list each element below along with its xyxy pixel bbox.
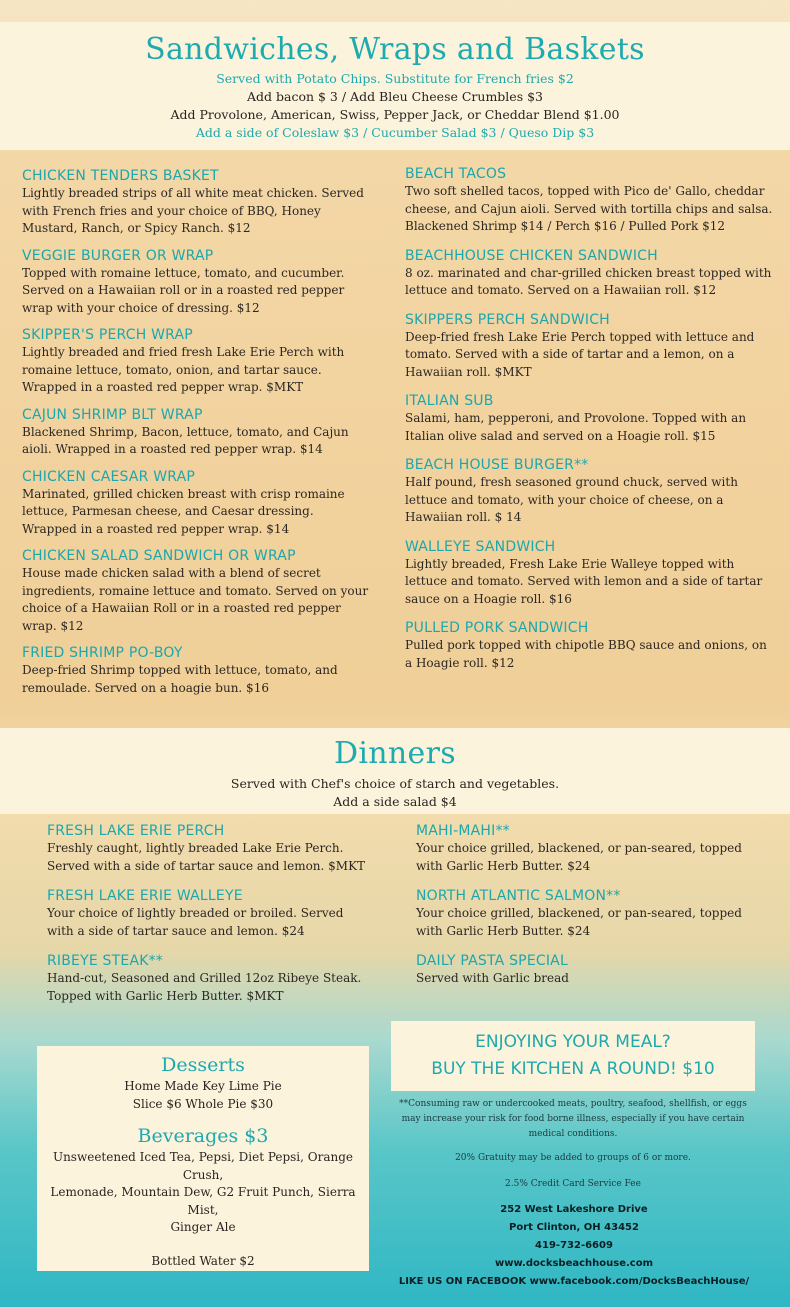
promo-line: ENJOYING YOUR MEAL? xyxy=(475,1032,671,1052)
menu-item xyxy=(405,247,777,300)
item-name: NORTH ATLANTIC SALMON** xyxy=(416,888,621,904)
item-description: House made chicken salad with a blend of secret ingredients, romaine lettuce and tomato. Served on your choice of a Hawaiian Roll or in a roasted red pepper wrap. $12 xyxy=(22,566,369,633)
sandwiches-title: Sandwiches, Wraps and Baskets xyxy=(145,32,645,67)
sandwiches-note-fries: Served with Potato Chips. Substitute for French fries $2 xyxy=(216,71,574,86)
item-name: CHICKEN TENDERS BASKET xyxy=(22,168,219,184)
sandwiches-note-bacon: Add bacon $ 3 / Add Bleu Cheese Crumbles $3 xyxy=(247,89,543,104)
item-description: Pulled pork topped with chipotle BBQ sauce and onions, on a Hoagie roll. $12 xyxy=(405,638,767,670)
item-name: WALLEYE SANDWICH xyxy=(405,538,556,555)
dinners-note-salad: Add a side salad $4 xyxy=(333,794,457,809)
bottled-water: Bottled Water $2 xyxy=(151,1253,255,1268)
desserts-beverages-card xyxy=(37,1046,369,1271)
desserts-price: Slice $6 Whole Pie $30 xyxy=(132,1096,274,1111)
item-description: Deep-fried Shrimp topped with lettuce, tomato, and remoulade. Served on a hoagie bun. $16 xyxy=(22,663,338,695)
menu-item xyxy=(405,165,777,236)
beverages-line: Ginger Ale xyxy=(170,1220,236,1234)
item-description: Your choice grilled, blackened, or pan-seared, topped with Garlic Herb Butter. $24 xyxy=(416,841,742,873)
desserts-title: Desserts xyxy=(161,1054,245,1076)
beverages-line: Lemonade, Mountain Dew, G2 Fruit Punch, Sierra Mist, xyxy=(50,1185,356,1217)
item-description: Blackened Shrimp, Bacon, lettuce, tomato, and Cajun aioli. Wrapped in a roasted red pepper wrap. $14 xyxy=(22,424,349,456)
item-name: CAJUN SHRIMP BLT WRAP xyxy=(22,406,203,423)
sandwiches-right-column xyxy=(405,165,777,683)
menu-item xyxy=(22,406,372,459)
menu-item xyxy=(22,247,372,318)
item-name: VEGGIE BURGER OR WRAP xyxy=(22,247,214,264)
menu-item xyxy=(405,456,777,527)
item-description: Your choice of lightly breaded or broiled. Served with a side of tartar sauce and lemon. $24 xyxy=(47,906,344,938)
menu-item xyxy=(416,887,746,940)
item-description: Deep-fried fresh Lake Erie Perch topped with lettuce and tomato. Served with a side of tartar and a lemon, on a Hawaiian roll. $MKT xyxy=(405,329,755,379)
beverages-title: Beverages $3 xyxy=(137,1125,269,1147)
item-name: CHICKEN SALAD SANDWICH OR WRAP xyxy=(22,548,296,564)
menu-item xyxy=(47,887,367,940)
facebook-link[interactable]: LIKE US ON FACEBOOK www.facebook.com/DocksBeachHouse/ xyxy=(398,1276,750,1287)
item-description: Hand-cut, Seasoned and Grilled 12oz Ribeye Steak. Topped with Garlic Herb Butter. $MKT xyxy=(47,971,362,1003)
item-name: BEACH HOUSE BURGER** xyxy=(405,457,589,473)
menu-item xyxy=(416,952,746,988)
menu-item xyxy=(22,326,372,397)
phone-number: 419-732-6609 xyxy=(535,1240,613,1251)
item-name: FRESH LAKE ERIE PERCH xyxy=(47,823,225,839)
beverages-line: Unsweetened Iced Tea, Pepsi, Diet Pepsi, Orange Crush, xyxy=(52,1150,354,1182)
gratuity-note: 20% Gratuity may be added to groups of 6 or more. xyxy=(455,1153,691,1163)
dinners-left-column xyxy=(47,822,367,1017)
menu-item xyxy=(405,619,777,672)
dinners-header xyxy=(0,728,790,814)
desserts-line: Home Made Key Lime Pie xyxy=(124,1079,282,1093)
item-name: FRIED SHRIMP PO-BOY xyxy=(22,645,183,661)
dinners-note-starch: Served with Chef's choice of starch and vegetables. xyxy=(230,776,560,791)
dinners-title: Dinners xyxy=(334,736,456,771)
item-name: ITALIAN SUB xyxy=(405,393,494,409)
item-description: Lightly breaded strips of all white meat chicken. Served with French fries and your choice of BBQ, Honey Mustard, Ranch, or Spicy Ranch. $12 xyxy=(22,186,364,235)
menu-item xyxy=(405,538,777,609)
menu-item xyxy=(405,392,777,445)
item-description: Two soft shelled tacos, topped with Pico de' Gallo, cheddar cheese, and Cajun aioli. Served with tortilla chips and salsa. Blackened Shrimp $14 / Perch $16 / Pulled Pork $12 xyxy=(405,184,773,233)
item-name: PULLED PORK SANDWICH xyxy=(405,620,589,636)
item-name: RIBEYE STEAK** xyxy=(47,953,163,969)
item-description: Marinated, grilled chicken breast with crisp romaine lettuce, Parmesan cheese, and Caesar dressing. Wrapped in a roasted red pepper wrap. $14 xyxy=(22,486,345,536)
sandwiches-note-cheese: Add Provolone, American, Swiss, Pepper Jack, or Cheddar Blend $1.00 xyxy=(170,107,620,122)
menu-item xyxy=(22,468,372,539)
item-description: Freshly caught, lightly breaded Lake Erie Perch. Served with a side of tartar sauce and lemon. $MKT xyxy=(47,841,366,873)
sandwiches-left-column xyxy=(22,167,372,706)
menu-item xyxy=(47,822,367,875)
item-name: BEACH TACOS xyxy=(405,166,507,182)
item-name: DAILY PASTA SPECIAL xyxy=(416,953,568,969)
sandwiches-header xyxy=(0,22,790,150)
item-name: FRESH LAKE ERIE WALLEYE xyxy=(47,888,243,904)
address-line: 252 West Lakeshore Drive xyxy=(500,1204,648,1215)
menu-item xyxy=(416,822,746,875)
item-description: Half pound, fresh seasoned ground chuck, served with lettuce and tomato, with your choice of cheese, on a Hawaiian roll. $ 14 xyxy=(405,475,738,524)
address-city: Port Clinton, OH 43452 xyxy=(509,1222,639,1233)
website-link[interactable]: www.docksbeachhouse.com xyxy=(494,1258,654,1269)
item-description: Your choice grilled, blackened, or pan-seared, topped with Garlic Herb Butter. $24 xyxy=(416,906,742,938)
contact-info xyxy=(392,1201,756,1291)
item-name: SKIPPER'S PERCH WRAP xyxy=(22,327,193,343)
dinners-right-column xyxy=(416,822,746,1000)
menu-item xyxy=(22,167,372,238)
item-description: 8 oz. marinated and char-grilled chicken breast topped with lettuce and tomato. Served on a Hawaiian roll. $12 xyxy=(405,265,772,297)
kitchen-round-promo xyxy=(391,1021,755,1091)
item-name: BEACHHOUSE CHICKEN SANDWICH xyxy=(405,247,658,264)
item-description: Lightly breaded, Fresh Lake Erie Walleye topped with lettuce and tomato. Served with lemon and a side of tartar sauce on a Hoagie roll. $16 xyxy=(405,556,763,606)
menu-item xyxy=(22,644,372,697)
item-name: SKIPPERS PERCH SANDWICH xyxy=(405,311,610,328)
sandwiches-note-sides: Add a side of Coleslaw $3 / Cucumber Salad $3 / Queso Dip $3 xyxy=(195,125,595,140)
item-description: Salami, ham, pepperoni, and Provolone. Topped with an Italian olive salad and served on a Hoagie roll. $15 xyxy=(405,411,747,443)
item-description: Topped with romaine lettuce, tomato, and cucumber. Served on a Hawaiian roll or in a roasted red pepper wrap with your choice of dressing. $12 xyxy=(22,265,345,315)
food-safety-warning: **Consuming raw or undercooked meats, poultry, seafood, shellfish, or eggs may increase your risk for food borne illness, especially if you have certain medical conditions. xyxy=(399,1099,747,1139)
promo-line: BUY THE KITCHEN A ROUND! $10 xyxy=(431,1059,715,1079)
menu-item xyxy=(47,952,367,1005)
item-description: Served with Garlic bread xyxy=(416,971,569,985)
item-description: Lightly breaded and fried fresh Lake Erie Perch with romaine lettuce, tomato, onion, and tartar sauce. Wrapped in a roasted red pepper wrap. $MKT xyxy=(22,345,345,394)
item-name: MAHI-MAHI** xyxy=(416,823,510,839)
menu-item xyxy=(405,311,777,382)
item-name: CHICKEN CAESAR WRAP xyxy=(22,468,196,485)
card-fee-note: 2.5% Credit Card Service Fee xyxy=(505,1179,641,1189)
menu-item xyxy=(22,547,372,635)
